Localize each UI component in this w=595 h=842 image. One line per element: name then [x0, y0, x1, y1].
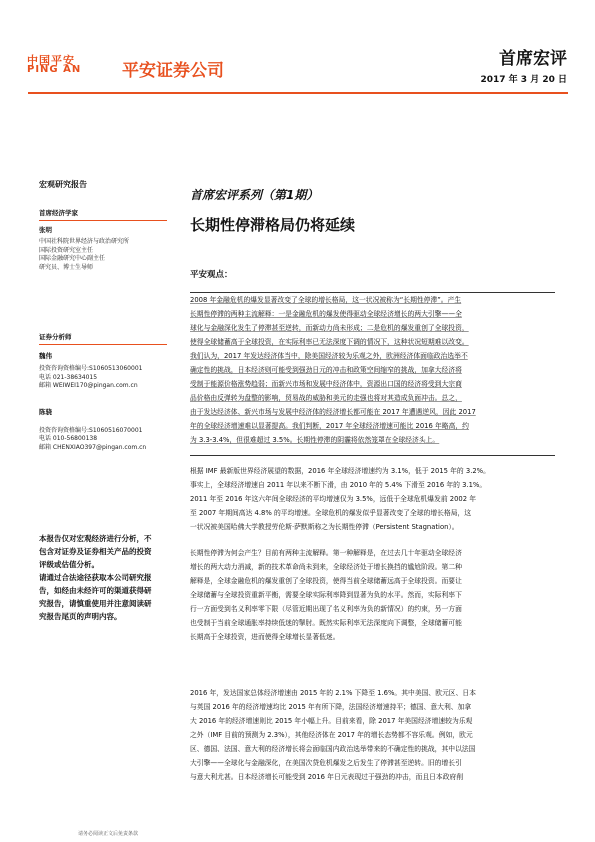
summary-line: 我们认为，2017 年发达经济体当中，除美国经济较为乐观之外，欧洲经济体面临政治选举不	[190, 352, 468, 360]
summary-line: 2008 年金融危机的爆发显著改变了全球的增长格局，这一状况被称为“长期性停滞”。产生	[190, 296, 462, 304]
series-title: 首席宏评系列（第1期）	[190, 188, 319, 202]
analyst-email: 邮箱 WEIWEI170@pingan.com.cn	[39, 382, 138, 389]
paragraph-3	[190, 686, 555, 784]
summary-line: 球化与金融深化发生了停滞甚至逆转，而新动力尚未形成；二是危机的爆发重创了全球投资，	[190, 324, 469, 332]
disclaimer-line: 包含对证券及证券相关产品的投资	[39, 547, 152, 556]
logo-en: PING AN	[27, 64, 82, 75]
economist-block	[39, 209, 167, 272]
summary-line: 受制于能源价格涨势趋弱；而新兴市场和发展中经济体中，资源出口国的经济将受到大宗商	[190, 380, 462, 388]
analyst-contact	[39, 427, 167, 453]
analyst-phone: 电话 021-38634015	[39, 373, 98, 381]
paragraph-line: 长期性停滞为何会产生？目前有两种主流解释。第一种解释是，在过去几十年驱动全球经济	[190, 549, 462, 557]
summary-line: 使得全球储蓄高于全球投资，在实际利率已无法深度下调的情况下，这种状况短期难以改变。	[190, 338, 469, 346]
analyst-title: 证券分析师	[39, 333, 167, 345]
page-title: 长期性停滞格局仍将延续	[190, 216, 356, 234]
footer-note: 请务必阅读正文后免责条款	[78, 831, 139, 837]
economist-role: 国际金融研究中心副主任	[39, 255, 106, 262]
company-name: 平安证券公司	[122, 61, 224, 81]
disclaimer-line: 请通过合法途径获取本公司研究报	[39, 573, 152, 582]
summary-line: 年的全球经济增速难以显著提高。我们判断，2017 年全球经济增速可能比 2016 年略高，约	[190, 422, 469, 430]
summary-line: 长期性停滞的两种主流解释：一是金融危机的爆发使得驱动全球经济增长的两大引擎——全	[190, 310, 462, 318]
paragraph-line: 一状况被美国哈佛大学教授劳伦斯·萨默斯称之为长期性停滞（Persistent Stagnation）。	[190, 523, 459, 531]
paragraph-line: 行一方面受到名义利率零下限（尽管近期出现了名义利率为负的新情况）的约束，另一方面	[190, 605, 462, 613]
paragraph-line: 至 2007 年期间高达 4.8% 的平均增速。全球危机的爆发似乎显著改变了全球的增长格局，这	[190, 509, 472, 517]
economist-role: 研究员、博士生导师	[39, 263, 94, 271]
economist-title: 首席经济学家	[39, 209, 167, 221]
paragraph-line: 与意大利尤甚。日本经济增长可能受到 2016 年日元表现过于强劲的冲击，而且日本政府削	[190, 773, 464, 781]
analyst-block	[39, 408, 167, 452]
paragraph-line: 根据 IMF 最新版世界经济展望的数据，2016 年全球经济增速约为 3.1%，低于 2015 年的 3.2%。	[190, 467, 490, 475]
summary-line: 为 3.3-3.4%，但很难超过 3.5%。长期性停滞的阴霾将依然笼罩在全球经济头上。	[190, 436, 440, 444]
header-divider	[28, 92, 568, 94]
viewpoint-label: 平安观点：	[190, 270, 233, 280]
disclaimer-line: 究报告，请慎重使用并注意阅读研	[39, 599, 152, 608]
disclaimer-line: 本报告仅对宏观经济进行分析，不	[39, 534, 152, 543]
paragraph-line: 之外（IMF 目前的预测为 2.3%），其他经济体在 2017 年的增长态势都不容乐观。例如，欧元	[190, 731, 473, 739]
paragraph-2	[190, 546, 555, 644]
summary-line: 品价格由反弹转为盘整的影响，贸易战的威胁和美元的走强也将对其造成负面冲击。总之，	[190, 394, 462, 402]
disclaimer-line: 告，如经由未经许可的渠道获得研	[39, 586, 152, 595]
analyst-phone: 电话 010-56800138	[39, 435, 98, 442]
paragraph-line: 事实上，全球经济增速自 2011 年以来不断下滑，由 2010 年的 5.4% 下滑至 2016 年的 3.1%。	[190, 481, 487, 489]
summary-line: 由于发达经济体、新兴市场与发展中经济体的经济增长都可能在 2017 年遭遇逆风，因此 2017	[190, 408, 476, 416]
analyst-contact	[39, 365, 167, 391]
analyst-license: 投资咨询资格编号:S1060516070001	[39, 426, 143, 434]
analyst-email: 邮箱 CHENXIAO397@pingan.com.cn	[39, 443, 147, 451]
summary-bottom-rule	[190, 455, 555, 456]
economist-name: 张明	[39, 225, 52, 234]
economist-role: 中国社科院世界经济与政治研究所	[39, 238, 130, 245]
economist-roles	[39, 238, 167, 272]
analyst-name: 魏伟	[39, 351, 52, 360]
paragraph-line: 与英国 2016 年的经济增速均比 2015 年有所下降，法国经济增速持平；德国、意大利、加拿	[190, 703, 472, 711]
report-type: 首席宏评	[499, 49, 567, 69]
report-category	[39, 181, 167, 190]
disclaimer-line: 评级或估值分析。	[39, 560, 99, 569]
summary-line: 确定性的挑战，日本经济则可能受到强劲日元的冲击和政策空间缩窄的挑战，加拿大经济将	[190, 366, 462, 374]
paragraph-line: 长期高于全球投资，进而使得全球增长显著低迷。	[190, 633, 340, 641]
summary-box	[190, 293, 555, 447]
paragraph-line: 2016 年，发达国家总体经济增速由 2015 年的 2.1% 下降至 1.6%。其中美国、欧元区、日本	[190, 689, 476, 697]
logo-cn: 中国平安	[27, 54, 75, 67]
paragraph-line: 大 2016 年的经济增速则比 2015 年小幅上升。目前来看，除 2017 年美国经济增速较为乐观	[190, 717, 473, 725]
economist-role: 国际投资研究室主任	[39, 246, 94, 254]
paragraph-1	[190, 464, 555, 534]
paragraph-line: 大引擎——全球化与金融深化，在美国次贷危机爆发之后发生了停滞甚至逆转。旧的增长引	[190, 759, 462, 767]
category-label: 宏观研究报告	[39, 180, 87, 189]
analyst-block	[39, 333, 167, 391]
disclaimer-line: 究报告尾页的声明内容。	[39, 612, 122, 621]
report-date: 2017 年 3 月 20 日	[480, 75, 567, 85]
analyst-license: 投资咨询资格编号:S1060513060001	[39, 365, 143, 372]
paragraph-line: 增长的两大动力消减，新的技术革命尚未到来，全球经济处于增长换挡的尴尬阶段。第二种	[190, 563, 462, 571]
paragraph-line: 全球储蓄与全球投资重新平衡，需要全球实际利率降到显著为负的水平。然而，实际利率下	[190, 591, 462, 599]
analyst-name: 陈骁	[39, 408, 52, 416]
paragraph-line: 区、德国、法国、意大利的经济增长将会面临国内政治选举带来的不确定性的挑战，其中以法国	[190, 745, 476, 753]
paragraph-line: 解释是，全球金融危机的爆发重创了全球投资，使得当前全球储蓄远高于全球投资。而要让	[190, 577, 462, 585]
paragraph-line: 2011 年至 2016 年这六年间全球经济的平均增速仅为 3.5%，远低于全球危机爆发前 2002 年	[190, 495, 477, 503]
paragraph-line: 也受制于当前全球通胀率持续低迷的掣肘。既然实际利率无法深度向下调整，全球储蓄可能	[190, 619, 462, 627]
disclaimer	[39, 532, 169, 623]
